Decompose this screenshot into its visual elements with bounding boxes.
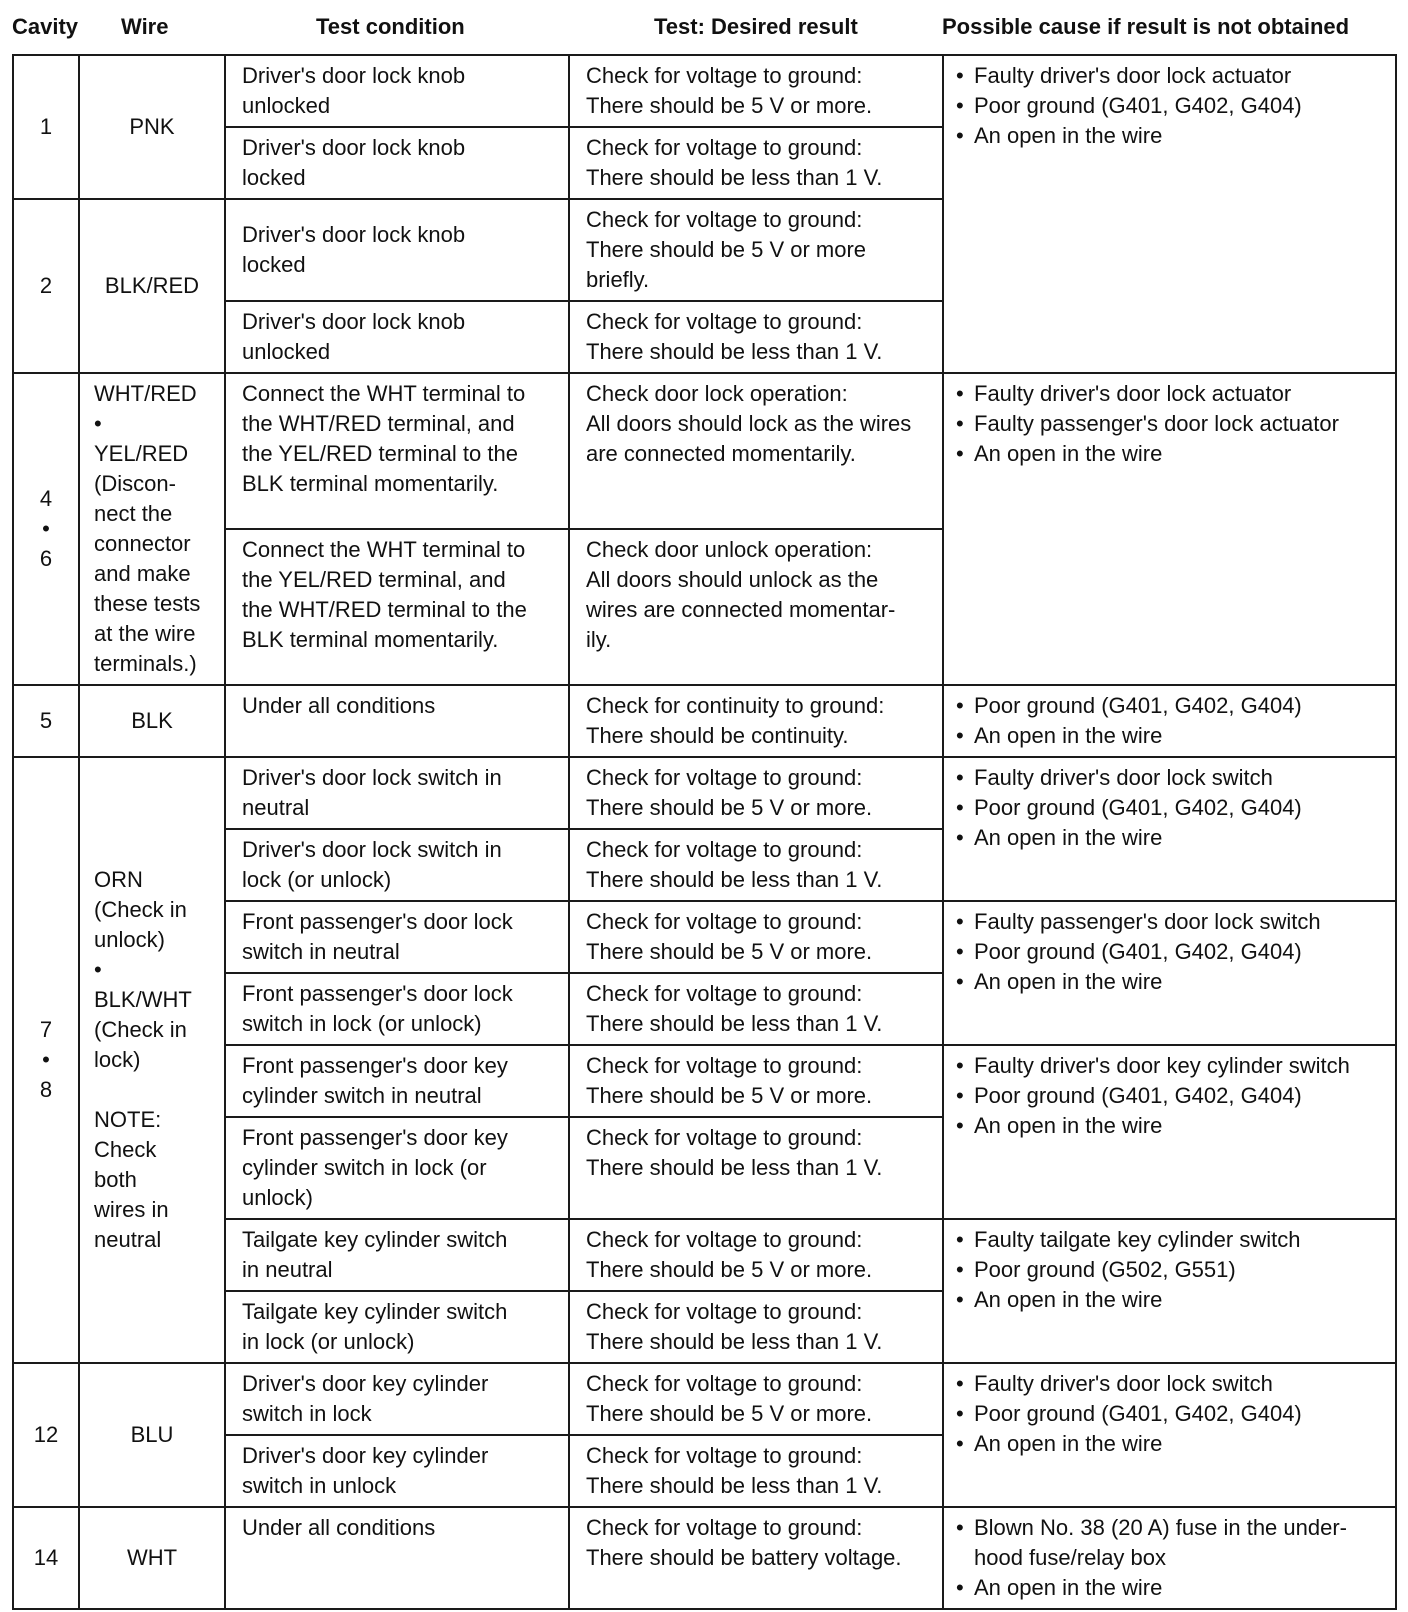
header-test-condition: Test condition bbox=[316, 14, 465, 39]
cavity-cell: 14 bbox=[13, 1507, 79, 1609]
table-header bbox=[0, 14, 1408, 46]
result-cell: Check for voltage to ground: There should be 5 V or more briefly. bbox=[569, 199, 943, 301]
result-cell: Check for voltage to ground: There should be 5 V or more. bbox=[569, 1363, 943, 1435]
wire-cell: ORN (Check in unlock) • BLK/WHT (Check in lock) NOTE: Check both wires in neutral bbox=[79, 757, 225, 1363]
result-cell: Check for voltage to ground: There should be 5 V or more. bbox=[569, 757, 943, 829]
table-row bbox=[13, 1507, 1396, 1609]
condition-cell: Connect the WHT terminal to the YEL/RED terminal, and the WHT/RED terminal to the BLK terminal momentarily. bbox=[225, 529, 569, 685]
result-cell: Check for voltage to ground: There should be 5 V or more. bbox=[569, 1045, 943, 1117]
condition-cell: Driver's door key cylinder switch in lock bbox=[225, 1363, 569, 1435]
result-cell: Check for continuity to ground: There should be continuity. bbox=[569, 685, 943, 757]
condition-cell: Driver's door lock knob locked bbox=[225, 199, 569, 301]
cavity-cell: 12 bbox=[13, 1363, 79, 1507]
result-cell: Check for voltage to ground: There should be 5 V or more. bbox=[569, 55, 943, 127]
cause-cell: • Faulty passenger's door lock switch • Poor ground (G401, G402, G404) • An open in the wire bbox=[943, 901, 1396, 1045]
result-cell: Check for voltage to ground: There should be less than 1 V. bbox=[569, 1291, 943, 1363]
header-desired-result: Test: Desired result bbox=[654, 14, 858, 39]
result-cell: Check for voltage to ground: There should be less than 1 V. bbox=[569, 1435, 943, 1507]
condition-cell: Driver's door lock switch in lock (or unlock) bbox=[225, 829, 569, 901]
cause-cell: • Faulty driver's door lock switch • Poor ground (G401, G402, G404) • An open in the wire bbox=[943, 1363, 1396, 1507]
result-cell: Check for voltage to ground: There should be less than 1 V. bbox=[569, 973, 943, 1045]
condition-cell: Under all conditions bbox=[225, 685, 569, 757]
header-cavity: Cavity bbox=[12, 14, 79, 39]
condition-cell: Tailgate key cylinder switch in lock (or unlock) bbox=[225, 1291, 569, 1363]
condition-cell: Driver's door lock knob unlocked bbox=[225, 55, 569, 127]
result-cell: Check for voltage to ground: There should be less than 1 V. bbox=[569, 1117, 943, 1219]
result-cell: Check for voltage to ground: There should be battery voltage. bbox=[569, 1507, 943, 1609]
header-wire: Wire bbox=[121, 14, 169, 39]
cause-cell: • Blown No. 38 (20 A) fuse in the under-hood fuse/relay box • An open in the wire bbox=[943, 1507, 1396, 1609]
connector-test-table bbox=[12, 54, 1397, 1610]
header-possible-cause: Possible cause if result is not obtained bbox=[942, 14, 1350, 39]
table-row bbox=[13, 373, 1396, 529]
wire-cell: BLU bbox=[79, 1363, 225, 1507]
cause-cell: • Poor ground (G401, G402, G404) • An open in the wire bbox=[943, 685, 1396, 757]
condition-cell: Front passenger's door lock switch in lock (or unlock) bbox=[225, 973, 569, 1045]
condition-cell: Driver's door key cylinder switch in unlock bbox=[225, 1435, 569, 1507]
cause-cell: • Faulty tailgate key cylinder switch • Poor ground (G502, G551) • An open in the wire bbox=[943, 1219, 1396, 1363]
condition-cell: Front passenger's door key cylinder switch in lock (or unlock) bbox=[225, 1117, 569, 1219]
table-row bbox=[13, 757, 1396, 829]
condition-cell: Driver's door lock knob unlocked bbox=[225, 301, 569, 373]
cavity-cell: 4 • 6 bbox=[13, 373, 79, 685]
cause-cell: • Faulty driver's door key cylinder switch • Poor ground (G401, G402, G404) • An open in the wire bbox=[943, 1045, 1396, 1219]
condition-cell: Connect the WHT terminal to the WHT/RED terminal, and the YEL/RED terminal to the BLK terminal momentarily. bbox=[225, 373, 569, 529]
result-cell: Check for voltage to ground: There should be less than 1 V. bbox=[569, 301, 943, 373]
condition-cell: Tailgate key cylinder switch in neutral bbox=[225, 1219, 569, 1291]
cause-cell: • Faulty driver's door lock switch • Poor ground (G401, G402, G404) • An open in the wire bbox=[943, 757, 1396, 901]
wire-cell: PNK bbox=[79, 55, 225, 199]
cavity-cell: 2 bbox=[13, 199, 79, 373]
condition-cell: Front passenger's door key cylinder switch in neutral bbox=[225, 1045, 569, 1117]
cavity-cell: 1 bbox=[13, 55, 79, 199]
cause-cell: • Faulty driver's door lock actuator • Poor ground (G401, G402, G404) • An open in the wire bbox=[943, 55, 1396, 373]
cause-cell: • Faulty driver's door lock actuator • Faulty passenger's door lock actuator • An open in the wire bbox=[943, 373, 1396, 685]
condition-cell: Driver's door lock knob locked bbox=[225, 127, 569, 199]
table-row bbox=[13, 55, 1396, 127]
table-row bbox=[13, 685, 1396, 757]
result-cell: Check door lock operation: All doors should lock as the wires are connected momentarily. bbox=[569, 373, 943, 529]
condition-cell: Front passenger's door lock switch in neutral bbox=[225, 901, 569, 973]
condition-cell: Under all conditions bbox=[225, 1507, 569, 1609]
condition-cell: Driver's door lock switch in neutral bbox=[225, 757, 569, 829]
result-cell: Check for voltage to ground: There should be less than 1 V. bbox=[569, 829, 943, 901]
wire-cell: BLK bbox=[79, 685, 225, 757]
wire-cell: WHT/RED • YEL/RED (Discon- nect the connector and make these tests at the wire terminals.) bbox=[79, 373, 225, 685]
cavity-cell: 5 bbox=[13, 685, 79, 757]
table-row bbox=[13, 1363, 1396, 1435]
result-cell: Check for voltage to ground: There should be 5 V or more. bbox=[569, 1219, 943, 1291]
wire-cell: BLK/RED bbox=[79, 199, 225, 373]
wire-cell: WHT bbox=[79, 1507, 225, 1609]
result-cell: Check for voltage to ground: There should be 5 V or more. bbox=[569, 901, 943, 973]
cavity-cell: 7 • 8 bbox=[13, 757, 79, 1363]
result-cell: Check door unlock operation: All doors should unlock as the wires are connected momentar- ily. bbox=[569, 529, 943, 685]
result-cell: Check for voltage to ground: There should be less than 1 V. bbox=[569, 127, 943, 199]
